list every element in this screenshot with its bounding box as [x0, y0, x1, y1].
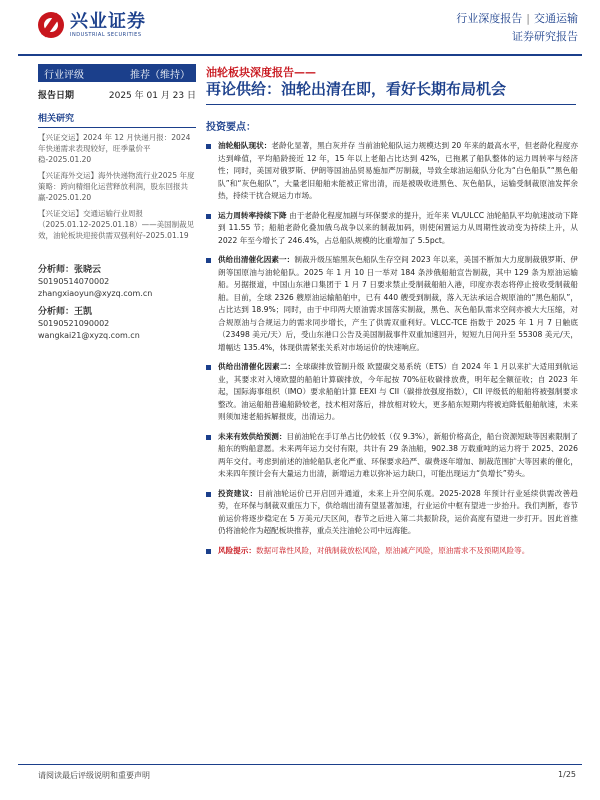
tag-report-type: 行业深度报告: [456, 12, 523, 25]
header-divider: [18, 54, 582, 56]
risk-warning: 风险提示：数据可靠性风险，对俄制裁放松风险，原油减产风险，原油需求不及预期风险等。: [206, 545, 578, 558]
related-item[interactable]: 【兴证海外交运】海外快递物流行业2025 年度策略：跨向精细化运营释放利润，股东回报共赢-2025.01.20: [38, 171, 195, 202]
key-points-heading: 投资要点：: [206, 122, 256, 133]
analyst-2: [38, 306, 196, 342]
key-point: 油轮船队现状：老龄化显著，黑白灰并存 当前油轮船队运力规模达到 20 年来的最高水平，但老龄化程度亦达到峰值，平均船龄接近 12 年，15 年以上老船占比达到 42%，已拖累了船队整体的运力周转率与经济性；同时，美国对俄罗斯、伊朗等国油品贸易施加严厉制裁，导致全球油运船队分化为“白色船队”“黑色船队”和“灰色船队”，大量老旧船舶未能被正常出清，而是被吸收进黑色、灰色船队，运输受制裁原油发挥余热，持续干扰合规运力市场。: [206, 140, 578, 203]
analyst-email[interactable]: wangkai21@xyzq.com.cn: [38, 331, 140, 340]
title-divider: [206, 104, 576, 105]
report-date: [38, 88, 196, 101]
bullet-square-icon: [206, 492, 211, 497]
rating-value: 推荐（维持）: [130, 69, 190, 81]
rating-box: [38, 64, 196, 82]
related-research: [38, 114, 196, 246]
company-logo: [38, 12, 146, 38]
key-point: 供给出清催化因素一：制裁升级压缩黑灰色船队生存空间 2023 年以来，美国不断加大力度制裁俄罗斯、伊朗等国原油与油轮船队。2025 年 1 月 10 日一举对 184 条涉俄船舶宣告制裁，其中 129 条为原油运输船。另据报道，中国山东港口集团于 1 月 7 日要求禁止受制裁船舶入港，印度亦表态将停止接收受制裁船舶。目前，全球 2326 艘原油运输船舶中，已有 440 艘受到制裁，落入无法承运合规原油的“黑色船队”，占比达到 18.9%；同时，由于中印两大原油需求国落实制裁，黑色、灰色船队需求空间亦被大大压缩，对合规原油与合规运力的需求同步增长，产生了供需双重利好。VLCC-TCE 指数于 2025 年 1 月 7 日触底（23498 美元/天）后，受山东港口公告及美国制裁事件双重加速回升，短短九日间升至 55308 美元/天，增幅达 135.4%，体现供需紧张关系对市场运价的快速响应。: [206, 254, 578, 354]
tag-research: 证券研究报告: [512, 30, 578, 43]
key-points-list: [206, 140, 578, 564]
report-title: 再论供给：油轮出清在即，看好长期布局机会: [206, 80, 507, 98]
key-point: 未来有效供给预测：目前油轮在手订单占比仍较低（仅 9.3%），新船价格高企，船台资源短缺等因素限制了船东的购船意愿。未来两年运力交付有限，共计有 29 条油船，902.38 万载重吨的运力将于 2025、2026 两年交付。考虑到前述的油轮船队老化严重、环保要求趋严、碳费逐年增加、制裁范围扩大等因素的催化，未来四年预计会有大量运力出清，新增运力难以弥补运力缺口，可能出现运力“负增长”势头。: [206, 431, 578, 481]
report-kicker: 油轮板块深度报告——: [206, 66, 316, 79]
analyst-name: 分析师：王凯: [38, 307, 93, 317]
logo-name: 兴业证券: [70, 11, 146, 32]
analyst-cert: S0190521090002: [38, 319, 110, 328]
related-item[interactable]: 【兴证交运】2024 年 12 月快递月报：2024 年快递需求表现较好，旺季量价平稳-2025.01.20: [38, 133, 191, 164]
key-point: 运力周转率持续下降 由于老龄化程度加剧与环保要求的提升，近年来 VL/ULCC 油轮船队平均航速波动下降到 11.55 节；船舶老龄化叠加俄乌战争以来的制裁加码，则使闲置运力从周期性波动变为持续上升，从 2022 年至今增长了 246.4%，占总船队规模的比重增加了 5.5pct。: [206, 210, 578, 248]
logo-english: INDUSTRIAL SECURITIES: [70, 32, 142, 38]
report-tags: 行业深度报告 | 交通运输 证券研究报告: [456, 10, 578, 46]
bullet-square-icon: [206, 144, 211, 149]
footer-divider: [18, 764, 582, 765]
date-value: 2025 年 01 月 23 日: [108, 91, 196, 101]
bullet-square-icon: [206, 365, 211, 370]
bullet-square-icon: [206, 258, 211, 263]
footer-disclaimer[interactable]: 请阅读最后评级说明和重要声明: [38, 771, 150, 780]
analyst-name: 分析师：张晓云: [38, 265, 102, 275]
analyst-1: [38, 264, 196, 300]
key-point: 投资建议：目前油轮运价已开启回升通道，未来上升空间乐观。2025-2028 年预计行业延续供需改善趋势，在环保与制裁双重压力下，供给端出清有望显著加速，行业运价中枢有望进一步抬升。我们判断，春节前运价将逐步稳定在 5 万美元/天区间，春节之后进入第二共振阶段，运价高度有望进一步打开。因此首推仍将油轮作为超配板块推荐，重点关注油轮公司中远海能。: [206, 488, 578, 538]
bullet-square-icon: [206, 214, 211, 219]
analyst-cert: S0190514070002: [38, 277, 110, 286]
logo-mark-icon: [38, 12, 64, 38]
related-title: 相关研究: [38, 114, 196, 128]
date-label: 报告日期: [38, 91, 75, 101]
bullet-square-icon: [206, 549, 211, 554]
rating-label: 行业评级: [44, 69, 84, 81]
related-item[interactable]: 【兴证交运】交通运输行业周报（2025.01.12-2025.01.18）——美国制裁见效，油轮板块迎接供需双强利好-2025.01.19: [38, 209, 195, 240]
tag-industry: 交通运输: [534, 12, 578, 25]
key-point: 供给出清催化因素二：全球碳排放管制升级 欧盟碳交易系统（ETS）自 2024 年 1 月以来扩大适用到航运业，其要求对入境欧盟的船舶计算碳排放，今年起按 70%征收碳排放费，明年起全额征收；自 2023 年起，国际海事组织（IMO）要求船舶计算 EEXI 与 CII（碳排放强度指数），CII 评级低的船舶将被强制要求整改。油运船舶普遍船龄较老，技术相对落后，排放相对较大，更多船东短期内将被迫降低船舶航速，未来则须加速老船拆解报废，出清运力。: [206, 361, 578, 424]
analyst-email[interactable]: zhangxiaoyun@xyzq.com.cn: [38, 289, 153, 298]
page-number: 1/25: [558, 770, 576, 779]
bullet-square-icon: [206, 435, 211, 440]
